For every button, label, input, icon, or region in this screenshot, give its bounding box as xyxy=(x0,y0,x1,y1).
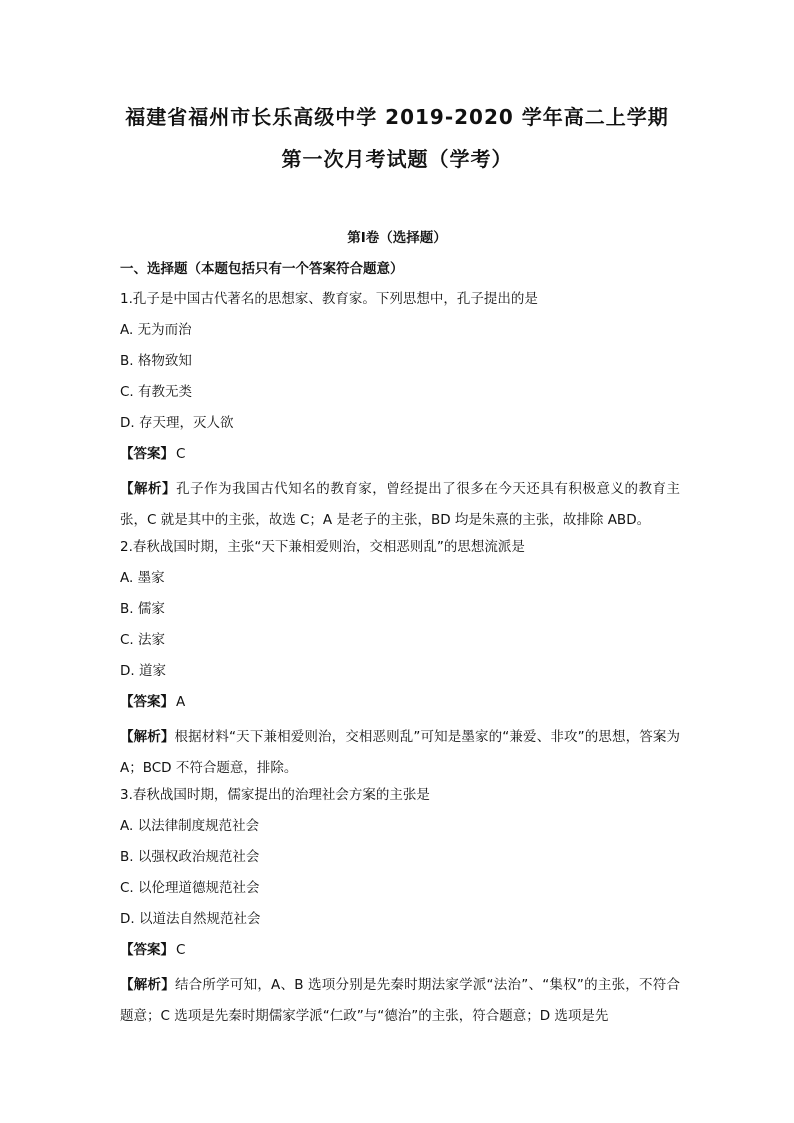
option-a: A. 无为而治 xyxy=(120,322,192,338)
option-c: C. 以伦理道德规范社会 xyxy=(120,880,260,896)
answer-line xyxy=(120,691,680,722)
question-3 xyxy=(120,784,680,1032)
analysis-text: 结合所学可知，A、B 选项分别是先秦时期法家学派“法治”、“集权”的主张，不符合题意；C 选项是先秦时期儒家学派“仁政”与“德治”的主张，符合题意；D 选项是先 xyxy=(120,977,681,1024)
analysis-tag: 【解析】 xyxy=(120,977,175,993)
option-a: A. 墨家 xyxy=(120,570,165,586)
answer-line xyxy=(120,443,680,474)
answer-value: A xyxy=(176,694,186,710)
answer-line xyxy=(120,939,680,970)
analysis-text: 孔子作为我国古代知名的教育家，曾经提出了很多在今天还具有积极意义的教育主张，C 就是其中的主张，故选 C；A 是老子的主张，BD 均是朱熹的主张，故排除 ABD。 xyxy=(120,481,681,528)
answer-tag: 【答案】 xyxy=(120,694,174,710)
analysis-tag: 【解析】 xyxy=(120,729,175,745)
question-stem: 3.春秋战国时期，儒家提出的治理社会方案的主张是 xyxy=(120,787,430,803)
option-d: D. 以道法自然规范社会 xyxy=(120,911,261,927)
option-c: C. 有教无类 xyxy=(120,384,193,400)
answer-value: C xyxy=(176,942,186,958)
answer-tag: 【答案】 xyxy=(120,942,174,958)
analysis-paragraph xyxy=(120,970,680,1032)
analysis-tag: 【解析】 xyxy=(120,481,177,497)
option-b: B. 以强权政治规范社会 xyxy=(120,849,260,865)
section-title: 第Ⅰ卷（选择题） xyxy=(347,230,447,246)
analysis-text: 根据材料“天下兼相爱则治，交相恶则乱”可知是墨家的“兼爱、非攻”的思想，答案为 A；BCD 不符合题意，排除。 xyxy=(120,729,680,776)
option-b: B. 格物致知 xyxy=(120,353,192,369)
option-d: D. 存天理，灭人欲 xyxy=(120,415,234,431)
question-1 xyxy=(120,288,680,536)
option-d: D. 道家 xyxy=(120,663,166,679)
analysis-paragraph xyxy=(120,722,680,784)
question-stem: 1.孔子是中国古代著名的思想家、教育家。下列思想中，孔子提出的是 xyxy=(120,291,538,307)
answer-value: C xyxy=(176,446,186,462)
document-title-line-2: 第一次月考试题（学考） xyxy=(281,147,513,171)
question-stem: 2.春秋战国时期，主张“天下兼相爱则治，交相恶则乱”的思想流派是 xyxy=(120,539,525,555)
questions-body xyxy=(120,288,680,1032)
option-c: C. 法家 xyxy=(120,632,166,648)
question-type-heading: 一、选择题（本题包括只有一个答案符合题意） xyxy=(120,261,404,277)
document-title-line-1: 福建省福州市长乐高级中学 2019-2020 学年高二上学期 xyxy=(125,105,669,129)
answer-tag: 【答案】 xyxy=(120,446,174,462)
analysis-paragraph xyxy=(120,474,680,536)
option-b: B. 儒家 xyxy=(120,601,165,617)
question-2 xyxy=(120,536,680,784)
option-a: A. 以法律制度规范社会 xyxy=(120,818,260,834)
